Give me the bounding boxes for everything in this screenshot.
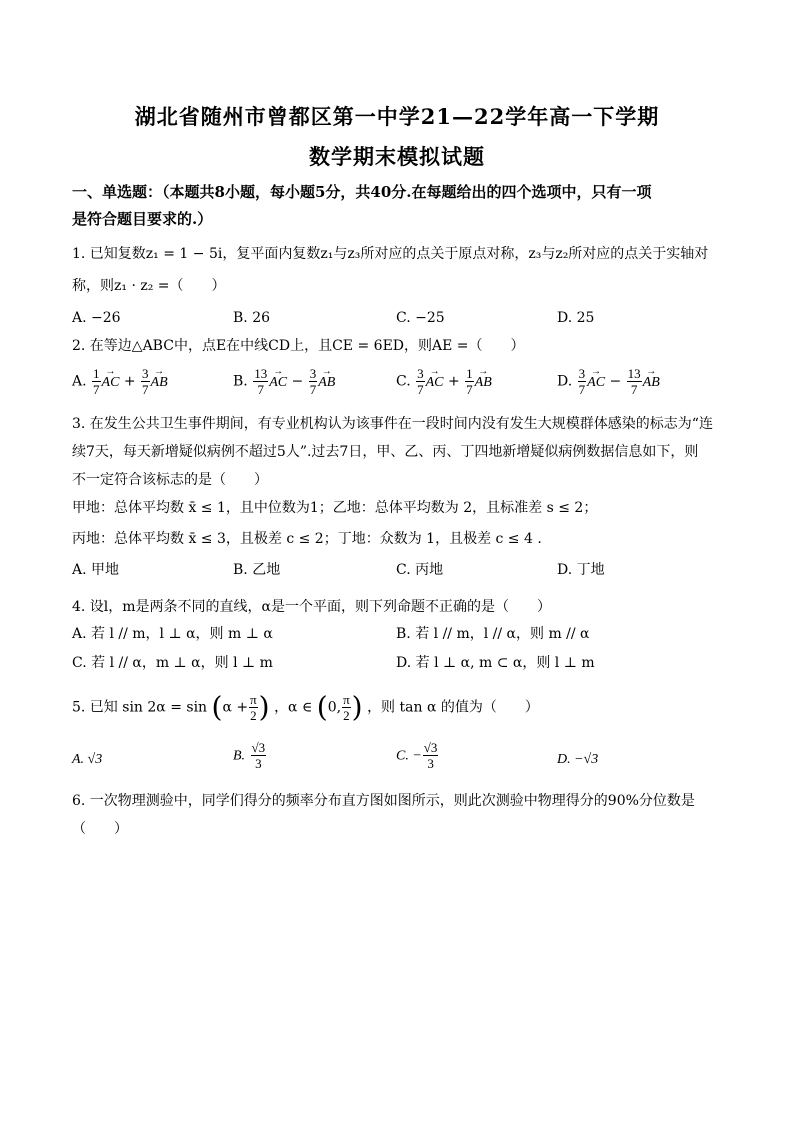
q1-option-a: A. −26 [72, 310, 121, 326]
numerator: 13 [627, 366, 641, 381]
q2-stem: 2. 在等边△ABC中，点E在中线CD上，且CE = 6ED，则AE =（ ） [72, 338, 525, 354]
operator: − [291, 373, 304, 390]
q3-option-b: B. 乙地 [233, 562, 281, 578]
q2-option-d [557, 366, 660, 397]
denominator: 7 [257, 382, 264, 397]
q1-option-b: B. 26 [233, 310, 271, 326]
vector: → AB [318, 373, 335, 393]
exam-title: 湖北省随州市曾都区第一中学21—22学年高一下学期 [134, 104, 660, 129]
option-label: C. − [396, 748, 422, 764]
q1-stem-cont: 称，则z₁ · z₂ =（ ） [72, 278, 226, 294]
operator: + [447, 373, 460, 390]
fraction [141, 366, 150, 397]
q5-stem-mid: ，α ∈ [274, 699, 313, 716]
q4-stem: 4. 设l，m是两条不同的直线，α是一个平面，则下列命题不正确的是（ ） [72, 599, 552, 615]
fraction [251, 740, 267, 771]
q3-stem-cont: 续7天，每天新增疑似病例不超过5人”.过去7日，甲、乙、丙、丁四地新增疑似病例数据信息如下，则 [72, 444, 699, 460]
q3-option-c: C. 丙地 [396, 562, 444, 578]
vector: → AC [587, 373, 605, 393]
q5-stem [72, 692, 539, 723]
option-label: A. [72, 373, 87, 390]
vector: → AB [643, 373, 660, 393]
fraction [465, 366, 474, 397]
option-label: C. [396, 373, 411, 390]
denominator: 2 [343, 708, 350, 723]
vector: → AB [475, 373, 492, 393]
q4-option-d: D. 若 l ⊥ α, m ⊂ α，则 l ⊥ m [396, 655, 595, 671]
operator: − [609, 373, 622, 390]
fraction [309, 366, 318, 397]
fraction [578, 366, 587, 397]
denominator: 7 [578, 382, 586, 397]
q3-stem: 3. 在发生公共卫生事件期间，有专业机构认为该事件在一段时间内没有发生大规模群体感染的标志为“连 [72, 416, 713, 432]
q3-info-1: 甲地：总体平均数 x̄ ≤ 1，且中位数为1；乙地：总体平均数为 2，且标准差 s ≤ 2； [72, 500, 598, 516]
denominator: 7 [309, 382, 317, 397]
left-paren: ( [211, 690, 223, 724]
q2-option-a [72, 366, 168, 397]
numerator: √3 [251, 740, 266, 755]
q1-option-d: D. 25 [557, 310, 595, 326]
fraction-pi-over-2 [342, 692, 351, 723]
denominator: 7 [630, 382, 638, 397]
denominator: 7 [93, 382, 100, 397]
q4-option-a: A. 若 l // m，l ⊥ α，则 m ⊥ α [72, 626, 273, 642]
vector: → AC [269, 373, 287, 393]
vector: → AB [151, 373, 168, 393]
q2-option-b [233, 366, 335, 397]
q3-stem-cont2: 不一定符合该标志的是（ ） [72, 472, 268, 488]
section-heading: 一、单选题：（本题共8小题，每小题5分，共40分.在每题给出的四个选项中，只有一项 [72, 183, 652, 201]
vector: → AC [102, 373, 120, 393]
q5-stem-start: 5. 已知 sin 2α = sin [72, 699, 208, 716]
q3-option-a: A. 甲地 [72, 562, 120, 578]
fraction-pi-over-2 [249, 692, 258, 723]
denominator: 7 [466, 382, 473, 397]
fraction [627, 366, 642, 397]
denominator: 2 [250, 708, 257, 723]
numerator: 13 [254, 366, 268, 381]
fraction [423, 740, 439, 771]
q1-stem: 1. 已知复数z₁ = 1 − 5i，复平面内复数z₁与z₃所对应的点关于原点对称，z₃与z₂所对应的点关于实轴对 [72, 246, 709, 262]
numerator: 1 [93, 366, 100, 381]
option-label: D. [557, 373, 573, 390]
option-label: B. [233, 373, 248, 390]
denominator: 7 [142, 382, 149, 397]
q5-option-a: A. √3 [72, 752, 103, 767]
q3-info-2: 丙地：总体平均数 x̄ ≤ 3，且极差 c ≤ 2；丁地：众数为 1，且极差 c ≤ 4 . [72, 531, 542, 547]
q6-stem-cont: （ ） [72, 821, 128, 837]
vector: → AC [426, 373, 444, 393]
q6-stem: 6. 一次物理测验中，同学们得分的频率分布直方图如图所示，则此次测验中物理得分的90%分位数是 [72, 793, 695, 809]
q5-interval-start: 0, [327, 699, 342, 716]
fraction [253, 366, 268, 397]
fraction [92, 366, 101, 397]
numerator: 3 [142, 366, 149, 381]
numerator: 3 [417, 366, 424, 381]
numerator: √3 [423, 740, 438, 755]
section-heading-cont: 是符合题目要求的.） [72, 210, 213, 228]
q4-option-c: C. 若 l // α，m ⊥ α，则 l ⊥ m [72, 655, 273, 671]
numerator: π [343, 692, 350, 707]
numerator: 1 [466, 366, 473, 381]
option-label: B. [233, 748, 246, 764]
numerator: 3 [578, 366, 586, 381]
denominator: 3 [255, 756, 262, 771]
exam-subtitle: 数学期末模拟试题 [309, 144, 485, 169]
q1-option-c: C. −25 [396, 310, 445, 326]
q5-angle-expr: α + [222, 699, 249, 716]
operator: + [123, 373, 136, 390]
fraction [416, 366, 425, 397]
right-paren: ) [351, 690, 363, 724]
right-paren: ) [258, 690, 270, 724]
numerator: 3 [309, 366, 317, 381]
q3-option-d: D. 丁地 [557, 562, 605, 578]
q5-option-c [396, 740, 439, 771]
q5-option-d: D. −√3 [557, 752, 599, 767]
q2-option-c [396, 366, 492, 397]
q5-stem-end: ，则 tan α 的值为（ ） [367, 699, 539, 716]
q4-option-b: B. 若 l // m，l // α，则 m // α [396, 626, 590, 642]
q5-option-b [233, 740, 267, 771]
left-paren: ( [316, 690, 328, 724]
denominator: 7 [417, 382, 424, 397]
denominator: 3 [427, 756, 434, 771]
numerator: π [250, 692, 257, 707]
